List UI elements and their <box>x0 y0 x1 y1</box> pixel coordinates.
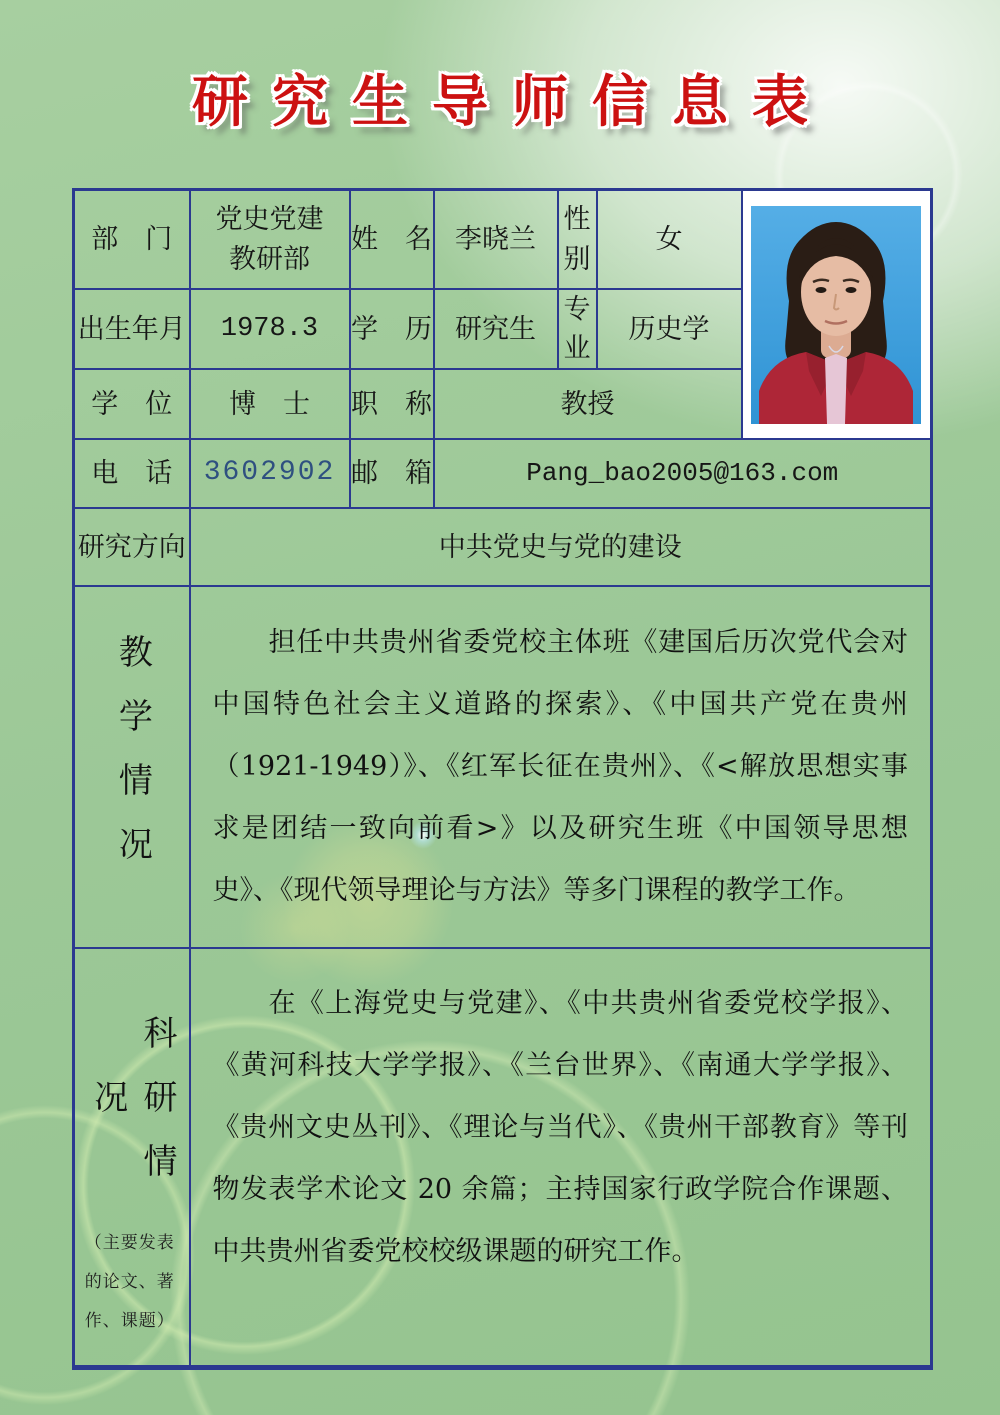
department-value: 党史党建教研部 <box>190 190 350 290</box>
major-label: 专业 <box>558 289 597 369</box>
table-row <box>74 439 932 508</box>
table-row <box>74 508 932 586</box>
table-row <box>74 190 932 290</box>
supervisor-info-table <box>72 188 933 1370</box>
id-photo <box>751 206 921 424</box>
research-content: 在《上海党史与党建》、《中共贵州省委党校学报》、《黄河科技大学学报》、《兰台世界》、《南通大学学报》、《贵州文史丛刊》、《理论与当代》、《贵州干部教育》等刊物发表学术论文 20 余篇；主持国家行政学院合作课题、中共贵州省委党校校级课题的研究工作。 <box>190 948 932 1368</box>
teaching-label-text: 教学情况 <box>112 633 153 890</box>
email-label: 邮 箱 <box>350 439 434 508</box>
email-value: Pang_bao2005@163.com <box>434 439 932 508</box>
table-row <box>74 586 932 948</box>
table-row <box>74 948 932 1368</box>
research-label-note: （主要发表的论文、著作、课题） <box>84 1233 175 1332</box>
name-value: 李晓兰 <box>434 190 558 290</box>
job-title-label: 职 称 <box>350 369 434 439</box>
phone-value: 3602902 <box>190 439 350 508</box>
job-title-value: 教授 <box>434 369 742 439</box>
research-direction-value: 中共党史与党的建设 <box>190 508 932 586</box>
research-label-text: 科研情况 <box>87 1014 178 1207</box>
page-title: 研究生导师信息表 <box>192 69 832 135</box>
portrait-photo <box>742 190 932 440</box>
teaching-section-label <box>74 586 190 948</box>
degree-label: 学 位 <box>74 369 190 439</box>
gender-label: 性别 <box>558 190 597 290</box>
major-value: 历史学 <box>597 289 742 369</box>
research-section-label <box>74 948 190 1368</box>
department-label: 部 门 <box>74 190 190 290</box>
birth-label: 出生年月 <box>74 289 190 369</box>
education-value: 研究生 <box>434 289 558 369</box>
name-label: 姓 名 <box>350 190 434 290</box>
phone-label: 电 话 <box>74 439 190 508</box>
teaching-content: 担任中共贵州省委党校主体班《建国后历次党代会对中国特色社会主义道路的探索》、《中国共产党在贵州（1921-1949）》、《红军长征在贵州》、《<解放思想实事求是团结一致向前看>》以及研究生班《中国领导思想史》、《现代领导理论与方法》等多门课程的教学工作。 <box>190 586 932 948</box>
research-direction-label: 研究方向 <box>74 508 190 586</box>
gender-value: 女 <box>597 190 742 290</box>
education-label: 学 历 <box>350 289 434 369</box>
birth-value: 1978.3 <box>190 289 350 369</box>
degree-value: 博 士 <box>190 369 350 439</box>
